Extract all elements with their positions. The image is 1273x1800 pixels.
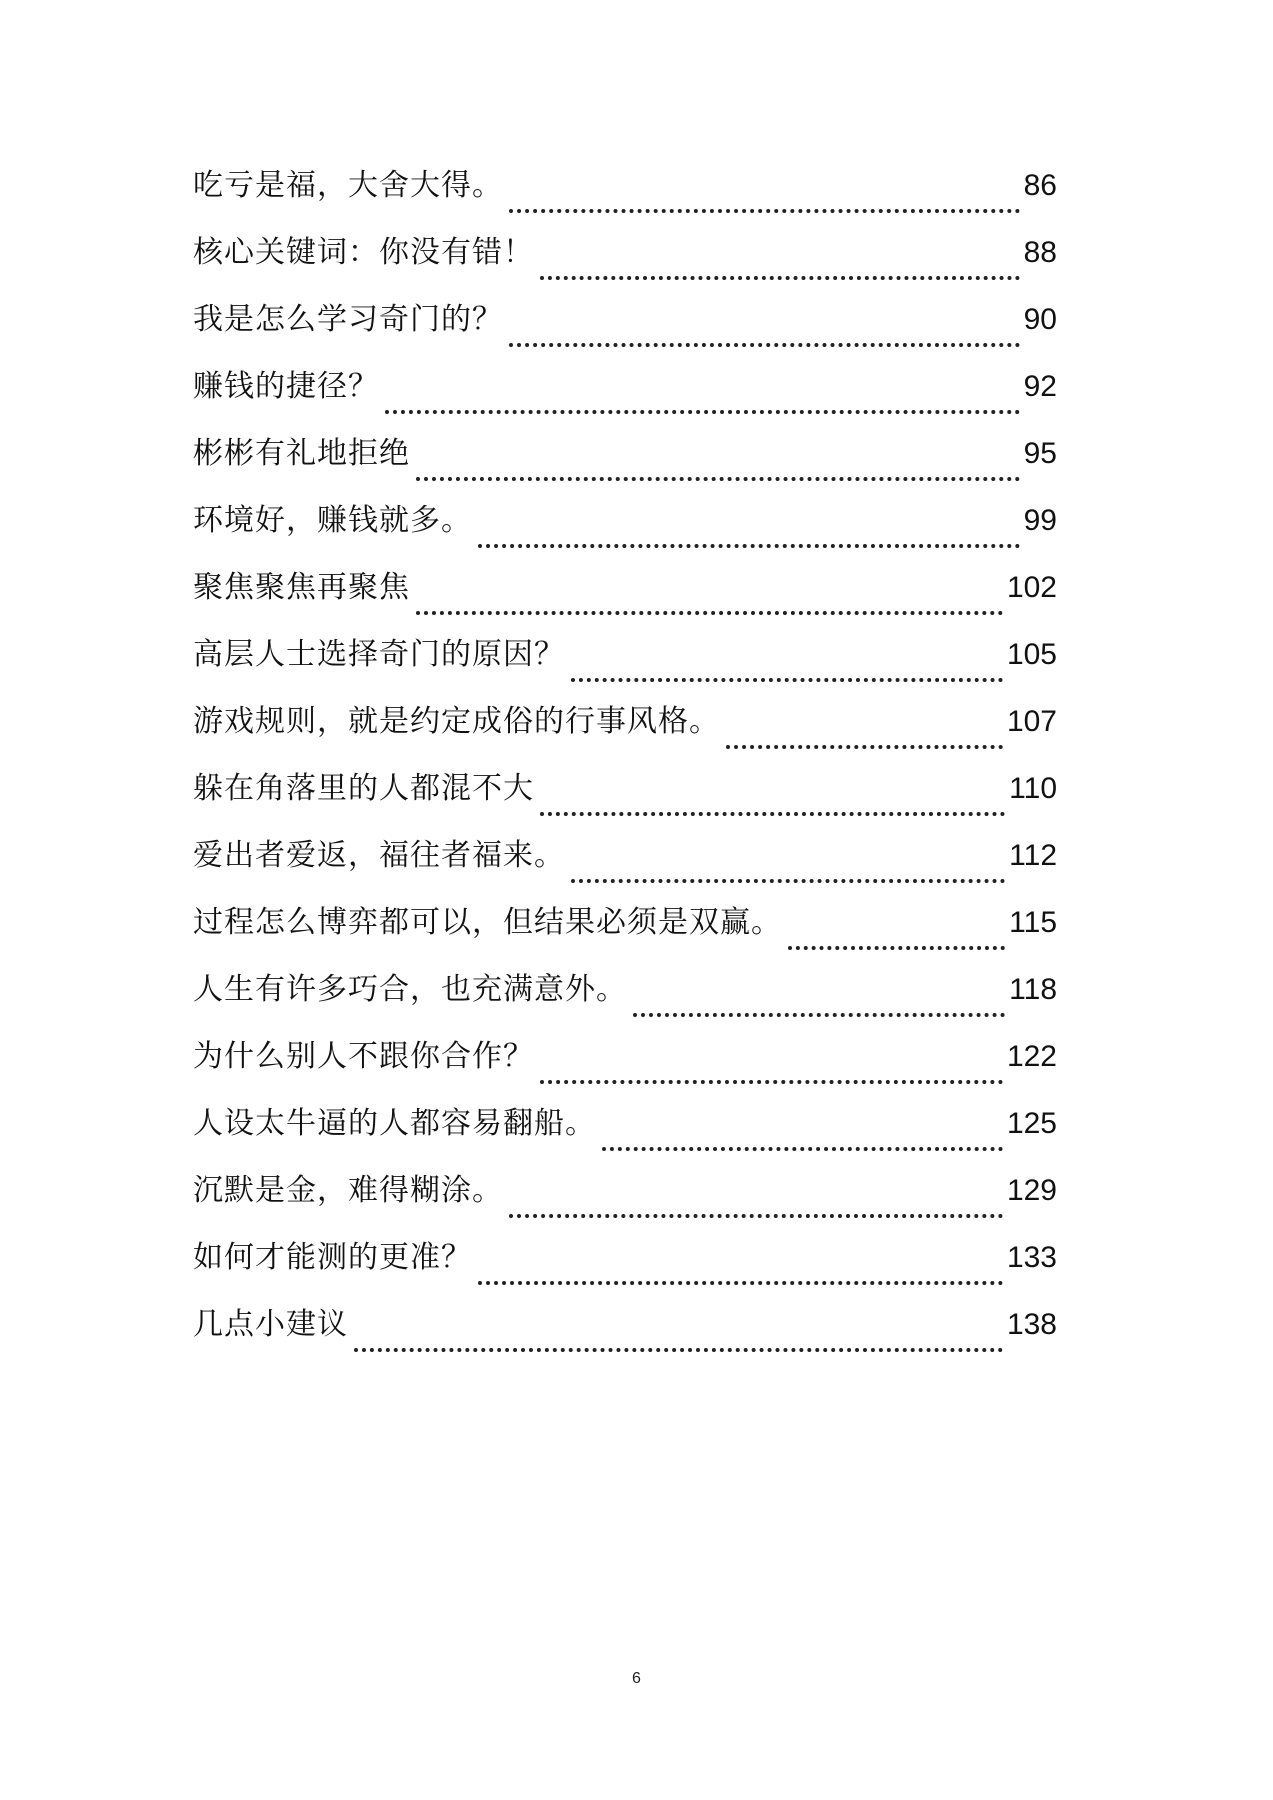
toc-entry[interactable] bbox=[193, 160, 1057, 227]
toc-entry-title: 人设太牛逼的人都容易翻船。 bbox=[193, 1106, 596, 1141]
toc-entry[interactable] bbox=[193, 1031, 1057, 1098]
toc-entry-page: 112 bbox=[1009, 839, 1057, 872]
toc-dot-leader bbox=[509, 1211, 1003, 1218]
toc-entry-title: 人生有许多巧合，也充满意外。 bbox=[193, 972, 627, 1007]
toc-entry[interactable] bbox=[193, 763, 1057, 830]
toc-dot-leader bbox=[788, 943, 1005, 950]
toc-entry-page: 133 bbox=[1006, 1241, 1057, 1274]
toc-dot-leader bbox=[571, 876, 1005, 883]
toc-dot-leader bbox=[478, 541, 1020, 548]
toc-entry[interactable] bbox=[193, 361, 1057, 428]
toc-entry[interactable] bbox=[193, 1098, 1057, 1165]
toc-entry-page: 102 bbox=[1006, 571, 1057, 604]
toc-entry-title: 赚钱的捷径？ bbox=[193, 369, 379, 404]
toc-entry-title: 彬彬有礼地拒绝 bbox=[193, 436, 410, 471]
table-of-contents bbox=[193, 160, 1057, 1366]
toc-entry[interactable] bbox=[193, 1232, 1057, 1299]
toc-dot-leader bbox=[416, 608, 1003, 615]
toc-entry-page: 105 bbox=[1006, 638, 1057, 671]
toc-entry-title: 几点小建议 bbox=[193, 1307, 348, 1342]
toc-entry-page: 138 bbox=[1006, 1308, 1057, 1341]
toc-dot-leader bbox=[633, 1010, 1005, 1017]
toc-entry[interactable] bbox=[193, 696, 1057, 763]
toc-entry-page: 86 bbox=[1023, 169, 1057, 202]
toc-dot-leader bbox=[354, 1345, 1003, 1352]
toc-entry[interactable] bbox=[193, 294, 1057, 361]
toc-entry-title: 环境好，赚钱就多。 bbox=[193, 503, 472, 538]
toc-entry[interactable] bbox=[193, 830, 1057, 897]
toc-entry-title: 游戏规则，就是约定成俗的行事风格。 bbox=[193, 704, 720, 739]
toc-dot-leader bbox=[385, 407, 1020, 414]
toc-entry-page: 110 bbox=[1009, 772, 1057, 805]
toc-entry[interactable] bbox=[193, 562, 1057, 629]
toc-dot-leader bbox=[540, 273, 1020, 280]
toc-entry[interactable] bbox=[193, 1165, 1057, 1232]
toc-entry-page: 90 bbox=[1023, 303, 1057, 336]
toc-entry[interactable] bbox=[193, 629, 1057, 696]
toc-entry[interactable] bbox=[193, 897, 1057, 964]
toc-entry-page: 122 bbox=[1006, 1040, 1057, 1073]
toc-entry[interactable] bbox=[193, 227, 1057, 294]
toc-dot-leader bbox=[416, 474, 1020, 481]
toc-entry-title: 为什么别人不跟你合作？ bbox=[193, 1039, 534, 1074]
toc-dot-leader bbox=[571, 675, 1003, 682]
toc-dot-leader bbox=[478, 1278, 1003, 1285]
toc-entry-page: 95 bbox=[1023, 437, 1057, 470]
page-number: 6 bbox=[632, 1670, 641, 1687]
toc-entry[interactable] bbox=[193, 964, 1057, 1031]
toc-entry-page: 125 bbox=[1006, 1107, 1057, 1140]
toc-dot-leader bbox=[509, 340, 1020, 347]
toc-dot-leader bbox=[509, 206, 1020, 213]
toc-entry-title: 如何才能测的更准？ bbox=[193, 1240, 472, 1275]
toc-entry-title: 高层人士选择奇门的原因？ bbox=[193, 637, 565, 672]
toc-entry-page: 115 bbox=[1009, 906, 1057, 939]
toc-entry[interactable] bbox=[193, 495, 1057, 562]
toc-entry-page: 118 bbox=[1009, 973, 1057, 1006]
toc-entry-title: 吃亏是福，大舍大得。 bbox=[193, 168, 503, 203]
toc-entry-title: 过程怎么博弈都可以，但结果必须是双赢。 bbox=[193, 905, 782, 940]
toc-entry-page: 88 bbox=[1023, 236, 1057, 269]
toc-dot-leader bbox=[726, 742, 1003, 749]
toc-entry[interactable] bbox=[193, 1299, 1057, 1366]
toc-entry-title: 聚焦聚焦再聚焦 bbox=[193, 570, 410, 605]
toc-dot-leader bbox=[540, 809, 1005, 816]
toc-dot-leader bbox=[602, 1144, 1003, 1151]
toc-entry-title: 沉默是金，难得糊涂。 bbox=[193, 1173, 503, 1208]
toc-entry[interactable] bbox=[193, 428, 1057, 495]
toc-entry-title: 爱出者爱返，福往者福来。 bbox=[193, 838, 565, 873]
toc-entry-page: 99 bbox=[1023, 504, 1057, 537]
toc-entry-page: 107 bbox=[1006, 705, 1057, 738]
toc-entry-page: 92 bbox=[1023, 370, 1057, 403]
toc-entry-page: 129 bbox=[1006, 1174, 1057, 1207]
toc-entry-title: 核心关键词：你没有错！ bbox=[193, 235, 534, 270]
toc-dot-leader bbox=[540, 1077, 1003, 1084]
toc-entry-title: 躲在角落里的人都混不大 bbox=[193, 771, 534, 806]
toc-entry-title: 我是怎么学习奇门的？ bbox=[193, 302, 503, 337]
